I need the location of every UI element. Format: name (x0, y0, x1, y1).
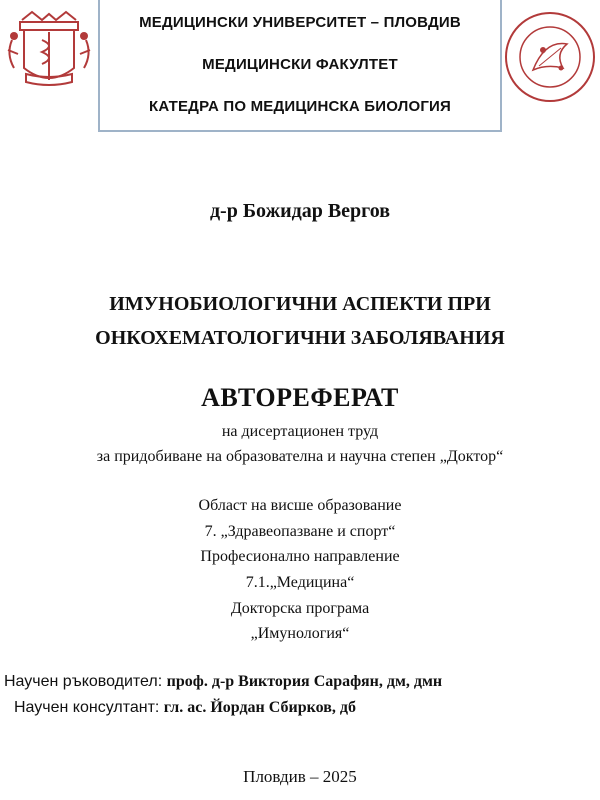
place-year: Пловдив – 2025 (243, 767, 357, 786)
subtitle-line-1: на дисертационен труд (221, 423, 379, 440)
supervisor-name: проф. д-р Виктория Сарафян, дм, дмн (166, 673, 443, 690)
department-seal-icon (503, 10, 597, 104)
thesis-title-line-2: ОНКОХЕМАТОЛОГИЧНИ ЗАБОЛЯВАНИЯ (95, 327, 505, 349)
field-value: 7. „Здравеопазване и спорт“ (204, 523, 396, 540)
supervisor-label: Научен ръководител: (4, 673, 167, 690)
thesis-title-line-1: ИМУНОБИОЛОГИЧНИ АСПЕКТИ ПРИ (109, 293, 491, 315)
program-value: „Имунология“ (250, 625, 350, 642)
university-name: МЕДИЦИНСКИ УНИВЕРСИТЕТ – ПЛОВДИВ (139, 14, 461, 31)
header-frame (98, 0, 502, 132)
direction-value: 7.1.„Медицина“ (245, 574, 355, 591)
subtitle-line-2: за придобиване на образователна и научна степен „Доктор“ (96, 448, 504, 465)
consultant-label: Научен консултант: (14, 699, 164, 716)
field-label: Област на висше образование (198, 497, 402, 514)
supervisor-line (4, 673, 442, 691)
faculty-name: МЕДИЦИНСКИ ФАКУЛТЕТ (202, 56, 398, 73)
author-name: д-р Божидар Вергов (209, 200, 391, 222)
program-label: Докторска програма (230, 600, 370, 617)
department-name: КАТЕДРА ПО МЕДИЦИНСКА БИОЛОГИЯ (148, 98, 452, 115)
consultant-line (14, 699, 356, 717)
direction-label: Професионално направление (200, 548, 400, 565)
university-crest-icon (2, 10, 96, 92)
document-type: АВТОРЕФЕРАТ (201, 383, 399, 412)
consultant-name: гл. ас. Йордан Сбирков, дб (163, 699, 356, 716)
